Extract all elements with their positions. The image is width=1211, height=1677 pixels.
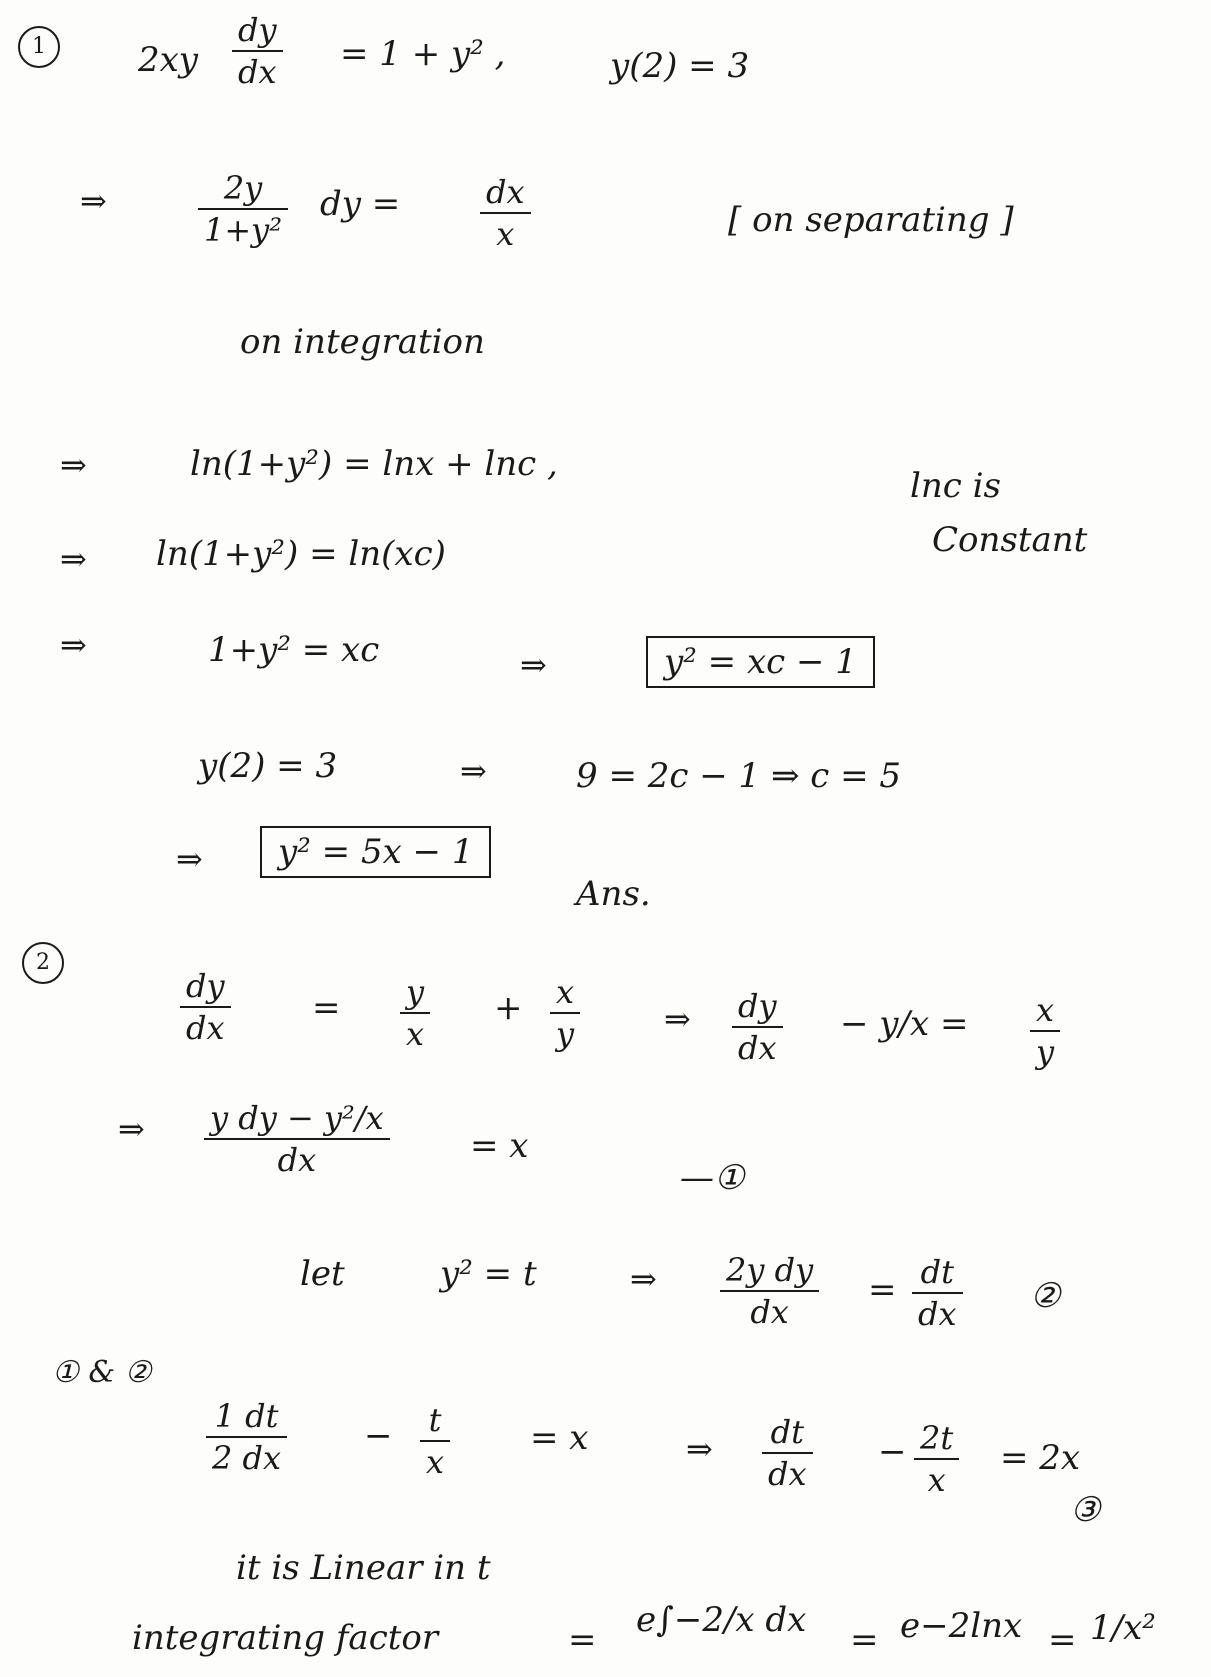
p2-if-eq: =: [568, 1620, 597, 1660]
p2-term1-den: x: [406, 1015, 425, 1053]
p1-step1-right-num: dx: [480, 172, 531, 214]
p1-derivative: [232, 10, 283, 92]
p2-let-substitution: y² = t: [440, 1254, 537, 1294]
p1-step3: ln(1+y²) = ln(xc): [156, 534, 446, 574]
p2-let-rhs-num: dt: [912, 1252, 963, 1294]
p1-step1-arrow: ⇒: [80, 182, 107, 220]
p2-let-rhs-den: dx: [918, 1295, 957, 1333]
p1-initial-condition: y(2) = 3: [610, 46, 750, 86]
p2-line2-tag: —①: [680, 1158, 745, 1198]
p2-lin-arrow: ⇒: [686, 1430, 713, 1468]
p2-lin-term2-num: t: [420, 1400, 450, 1442]
p2-lin-term4-num: 2t: [914, 1418, 959, 1460]
p1-boxed-final-answer: y² = 5x − 1: [260, 826, 491, 878]
p1-step1-left-den: 1+y²: [204, 211, 283, 249]
p2-lin-term1-num: 1 dt: [206, 1396, 287, 1438]
p1-step3-arrow: ⇒: [60, 540, 87, 578]
p1-step4-arrow2: ⇒: [520, 646, 547, 684]
p1-step4: 1+y² = xc: [208, 630, 380, 670]
p2-line2-den: dx: [277, 1141, 317, 1179]
p2-term2-num: x: [550, 972, 580, 1014]
p2-lin-term3-den: dx: [768, 1455, 807, 1493]
p2-let-lhs: [720, 1250, 819, 1332]
p2-let-lhs-den: dx: [750, 1293, 789, 1331]
p2-lhs-dx: dx: [186, 1009, 225, 1047]
p2-let-eq: =: [868, 1270, 897, 1310]
p2-eq2-derivative: [732, 986, 783, 1068]
p2-lin-term3: [762, 1412, 813, 1494]
p2-term1: [400, 972, 430, 1054]
problem-2-number: 2: [22, 942, 64, 984]
p1-on-integration: on integration: [240, 322, 485, 362]
p2-term2-den: y: [556, 1015, 575, 1053]
p2-eq-arrow: ⇒: [664, 1000, 691, 1038]
p2-lin-term2-den: x: [426, 1443, 445, 1481]
p1-constant-note-line1: lnc is: [910, 466, 1001, 506]
p2-lin-term2: [420, 1400, 450, 1482]
p1-ans-label: Ans.: [576, 874, 651, 914]
p1-separating-note: [ on separating ]: [728, 200, 1014, 240]
p2-term1-num: y: [400, 972, 430, 1014]
p2-lin-term4-den: x: [927, 1461, 946, 1499]
p1-step1-mid: dy =: [320, 184, 401, 224]
p2-line2-rhs: = x: [470, 1126, 529, 1166]
p2-let-lhs-num: 2y dy: [720, 1250, 819, 1292]
p1-step4-arrow: ⇒: [60, 626, 87, 664]
p2-if-expr1: e∫−2/x dx: [636, 1600, 807, 1640]
p1-dx: dx: [238, 53, 277, 91]
p2-plus: +: [494, 988, 523, 1028]
p1-boxed-general-solution: y² = xc − 1: [646, 636, 875, 688]
p2-combine-label: ① & ②: [52, 1355, 152, 1390]
p2-eq2-rhs-den: y: [1036, 1033, 1055, 1071]
p2-line2-arrow: ⇒: [118, 1110, 145, 1148]
p1-step5: y(2) = 3: [198, 746, 338, 786]
p2-eq2-dx: dx: [738, 1029, 777, 1067]
problem-1-number: 1: [18, 26, 60, 68]
p2-line2-num: y dy − y²/x: [204, 1098, 390, 1140]
p1-final-arrow: ⇒: [176, 840, 203, 878]
p1-step2: ln(1+y²) = lnx + lnc ,: [190, 444, 558, 484]
p2-let-rhs: [912, 1252, 963, 1334]
p2-lin-minus: −: [364, 1416, 393, 1456]
p2-if-expr2: e−2lnx: [900, 1606, 1023, 1646]
p2-lin-eq: = x: [530, 1418, 589, 1458]
p2-if-expr3: 1/x²: [1090, 1608, 1156, 1648]
p2-term2: [550, 972, 580, 1054]
p2-line2-fraction: [204, 1098, 390, 1180]
p1-equation-rhs: = 1 + y² ,: [340, 34, 506, 74]
p2-eq-sign: =: [312, 988, 341, 1028]
p2-eq2-dy: dy: [732, 986, 783, 1028]
p1-step5-rhs: 9 = 2c − 1 ⇒ c = 5: [576, 756, 902, 796]
p1-equation-lhs: 2xy: [138, 40, 199, 80]
p2-if-eq2: =: [850, 1620, 879, 1660]
p2-lin-tag: ③: [1070, 1490, 1101, 1530]
p2-lin-minus2: −: [878, 1432, 907, 1472]
p1-step2-arrow: ⇒: [60, 446, 87, 484]
p2-if-label: integrating factor: [132, 1618, 439, 1658]
p2-let-word: let: [300, 1254, 345, 1294]
p2-lin-rhs: = 2x: [1000, 1438, 1081, 1478]
p1-step1-left-num: 2y: [198, 168, 288, 210]
p2-lhs-derivative: [180, 966, 231, 1048]
p2-lin-term1: [206, 1396, 287, 1478]
p1-constant-note-line2: Constant: [932, 520, 1088, 560]
p2-linear-note: it is Linear in t: [236, 1548, 491, 1588]
p2-eq2-mid: − y/x =: [840, 1004, 969, 1044]
p1-step5-arrow: ⇒: [460, 752, 487, 790]
p1-dy: dy: [232, 10, 283, 52]
p2-let-tag: ②: [1030, 1276, 1061, 1316]
p2-let-arrow: ⇒: [630, 1260, 657, 1298]
p1-step1-right-den: x: [496, 215, 515, 253]
p2-eq2-rhs-num: x: [1030, 990, 1060, 1032]
p1-step1-right-fraction: [480, 172, 531, 254]
p2-lin-term1-den: 2 dx: [212, 1439, 282, 1477]
p2-lin-term4: [914, 1418, 959, 1500]
p2-lhs-dy: dy: [180, 966, 231, 1008]
p2-eq2-rhs: [1030, 990, 1060, 1072]
p2-lin-term3-num: dt: [762, 1412, 813, 1454]
p1-step1-left-fraction: [198, 168, 288, 250]
p2-if-eq3: =: [1048, 1620, 1077, 1660]
